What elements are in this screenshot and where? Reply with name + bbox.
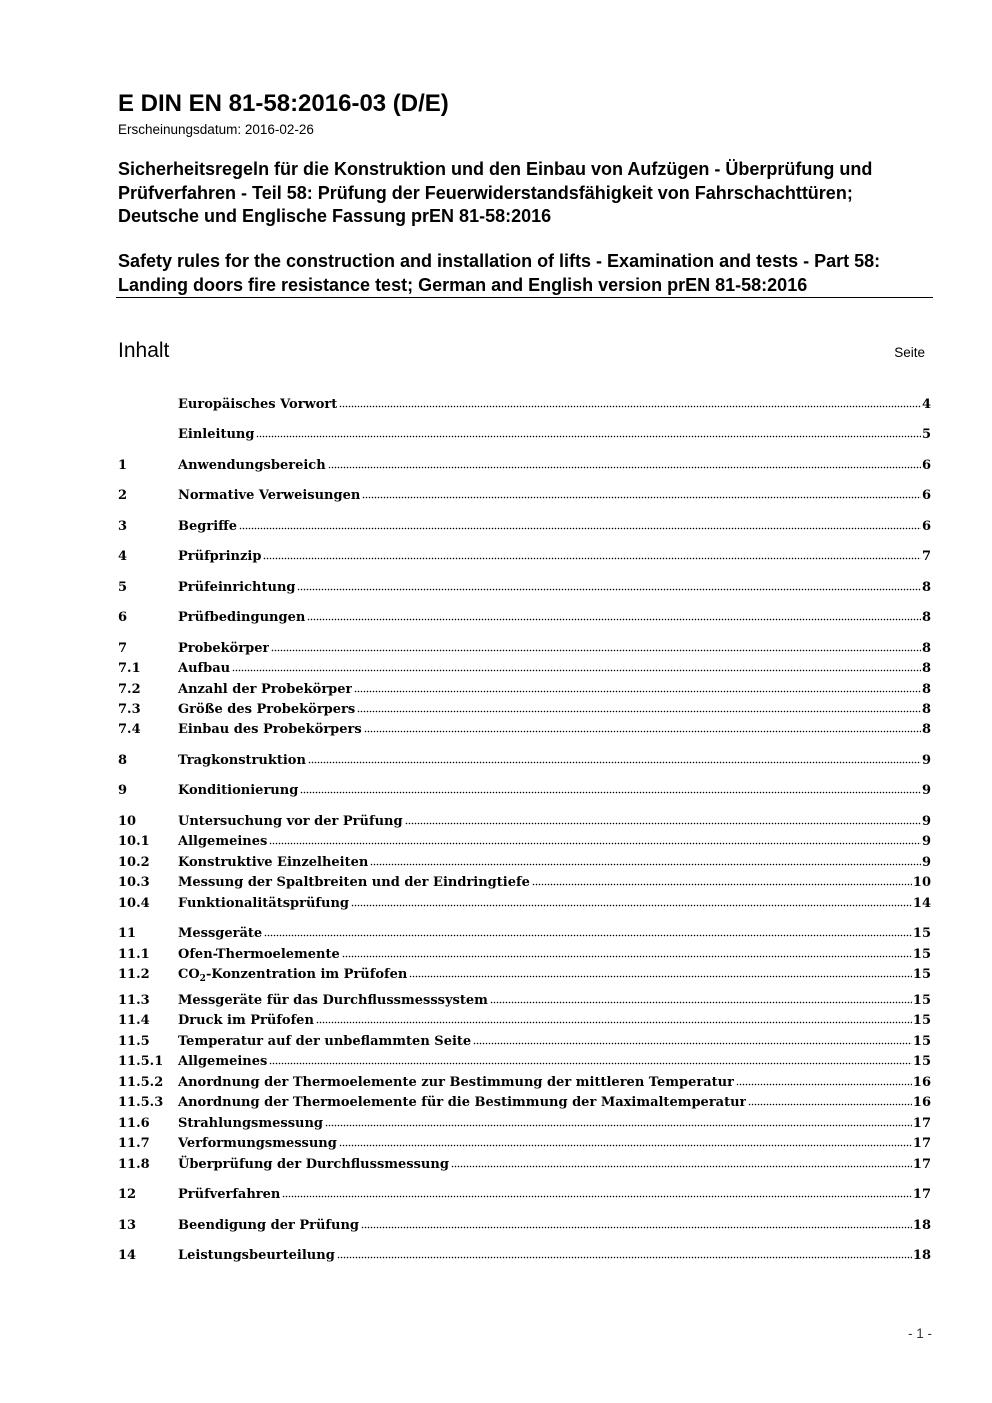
toc-entry-page: 15 bbox=[912, 1034, 931, 1049]
toc-leader-dots bbox=[357, 709, 921, 713]
toc-entry-number: 11.5.3 bbox=[118, 1095, 164, 1110]
toc-leader-dots bbox=[232, 668, 921, 672]
toc-entry-number: 7.1 bbox=[118, 661, 141, 676]
toc-entry-title: Allgemeines bbox=[178, 1054, 268, 1069]
toc-entry-title: Funktionalitätsprüfung bbox=[178, 896, 350, 911]
toc-entry-title: Allgemeines bbox=[178, 834, 268, 849]
toc-leader-dots bbox=[409, 974, 912, 978]
toc-entry-number: 11.5.1 bbox=[118, 1054, 164, 1069]
toc-entry[interactable] bbox=[118, 720, 931, 740]
toc-leader-dots bbox=[263, 556, 921, 560]
toc-leader-dots bbox=[370, 862, 921, 866]
toc-entry-title: Konditionierung bbox=[178, 783, 299, 798]
toc-entry-number: 12 bbox=[118, 1187, 137, 1202]
toc-leader-dots bbox=[473, 1041, 912, 1045]
toc-entry-number: 13 bbox=[118, 1218, 137, 1233]
toc-entry[interactable] bbox=[118, 812, 931, 832]
toc-entry-page: 6 bbox=[921, 488, 931, 503]
toc-entry-title: Anordnung der Thermoelemente für die Bestimmung der Maximaltemperatur bbox=[178, 1095, 747, 1110]
toc-entry-page: 16 bbox=[912, 1095, 931, 1110]
toc-leader-dots bbox=[239, 526, 921, 530]
toc-entry-number: 11.6 bbox=[118, 1116, 150, 1131]
toc-leader-dots bbox=[532, 882, 912, 886]
toc-entry-title: Temperatur auf der unbeflammten Seite bbox=[178, 1034, 472, 1049]
toc-entry-page: 8 bbox=[921, 661, 931, 676]
toc-entry[interactable] bbox=[118, 425, 931, 445]
toc-entry-number: 11.5 bbox=[118, 1034, 150, 1049]
toc-entry-page: 15 bbox=[912, 967, 931, 982]
toc-entry-number: 11 bbox=[118, 926, 137, 941]
toc-entry[interactable] bbox=[118, 945, 931, 965]
toc-entry-page: 9 bbox=[921, 814, 931, 829]
toc-leader-dots bbox=[300, 790, 921, 794]
toc-entry-page: 17 bbox=[912, 1187, 931, 1202]
toc-entry-number: 11.2 bbox=[118, 967, 150, 982]
toc-leader-dots bbox=[405, 821, 921, 825]
toc-leader-dots bbox=[451, 1164, 912, 1168]
toc-entry-number: 11.4 bbox=[118, 1013, 150, 1028]
toc-entry-page: 8 bbox=[921, 641, 931, 656]
toc-leader-dots bbox=[325, 1123, 912, 1127]
toc-entry-number: 11.5.2 bbox=[118, 1075, 164, 1090]
toc-entry[interactable] bbox=[118, 1093, 931, 1113]
toc-entry-page: 6 bbox=[921, 519, 931, 534]
page-number: - 1 - bbox=[907, 1326, 932, 1341]
toc-entry-number: 7.3 bbox=[118, 702, 141, 717]
toc-entry[interactable] bbox=[118, 894, 931, 914]
toc-entry[interactable] bbox=[118, 1185, 931, 1205]
toc-entry-page: 4 bbox=[921, 397, 931, 412]
toc-leader-dots bbox=[736, 1082, 912, 1086]
toc-entry-page: 14 bbox=[912, 896, 931, 911]
toc-entry-number: 7 bbox=[118, 641, 128, 656]
toc-entry-title: Druck im Prüfofen bbox=[178, 1013, 314, 1028]
toc-entry[interactable] bbox=[118, 456, 931, 476]
toc-leader-dots bbox=[362, 495, 921, 499]
toc-entry-number: 4 bbox=[118, 549, 128, 564]
toc-entry-title: Untersuchung vor der Prüfung bbox=[178, 814, 403, 829]
toc-entry[interactable] bbox=[118, 517, 931, 537]
toc-leader-dots bbox=[316, 1020, 912, 1024]
toc-entry[interactable] bbox=[118, 1155, 931, 1175]
toc-entry-title: Aufbau bbox=[178, 661, 231, 676]
toc-entry-page: 8 bbox=[921, 682, 931, 697]
toc-entry[interactable] bbox=[118, 1114, 931, 1134]
toc-entry-page: 9 bbox=[921, 753, 931, 768]
toc-entry-title: Prüfeinrichtung bbox=[178, 580, 296, 595]
toc-leader-dots bbox=[297, 587, 920, 591]
publication-date: Erscheinungsdatum: 2016-02-26 bbox=[118, 122, 314, 137]
toc-entry-page: 8 bbox=[921, 702, 931, 717]
toc-entry-title: Strahlungsmessung bbox=[178, 1116, 324, 1131]
co2-formula-rest: -Konzentration im Prüfofen bbox=[205, 967, 408, 982]
toc-entry[interactable] bbox=[118, 832, 931, 852]
toc-entry-number: 10.3 bbox=[118, 875, 150, 890]
toc-leader-dots bbox=[337, 1255, 912, 1259]
toc-leader-dots bbox=[364, 729, 921, 733]
toc-entry[interactable] bbox=[118, 1052, 931, 1072]
toc-entry-title: Anordnung der Thermoelemente zur Bestimmung der mittleren Temperatur bbox=[178, 1075, 734, 1090]
toc-entry[interactable] bbox=[118, 853, 931, 873]
toc-entry[interactable] bbox=[118, 680, 931, 700]
toc-entry[interactable] bbox=[118, 1073, 931, 1093]
toc-entry-number: 7.2 bbox=[118, 682, 141, 697]
toc-entry-title: Normative Verweisungen bbox=[178, 488, 361, 503]
toc-entry-title: Messung der Spaltbreiten und der Eindringtiefe bbox=[178, 875, 530, 890]
toc-entry-number: 14 bbox=[118, 1248, 137, 1263]
toc-entry-title: Konstruktive Einzelheiten bbox=[178, 855, 369, 870]
toc-entry-page: 9 bbox=[921, 855, 931, 870]
toc-entry-page: 18 bbox=[912, 1218, 931, 1233]
toc-leader-dots bbox=[282, 1194, 912, 1198]
toc-entry-number: 11.3 bbox=[118, 993, 150, 1008]
toc-entry-title: Anzahl der Probekörper bbox=[178, 682, 353, 697]
toc-entry-title: Europäisches Vorwort bbox=[178, 397, 338, 412]
toc-entry-title: Ofen-Thermoelemente bbox=[178, 947, 340, 962]
toc-entry[interactable] bbox=[118, 1011, 931, 1031]
toc-leader-dots bbox=[339, 404, 921, 408]
toc-entry-number: 11.7 bbox=[118, 1136, 150, 1151]
toc-entry-number: 5 bbox=[118, 580, 128, 595]
toc-entry-title: Beendigung der Prüfung bbox=[178, 1218, 360, 1233]
toc-entry[interactable] bbox=[118, 965, 931, 985]
toc-leader-dots bbox=[269, 1061, 912, 1065]
toc-entry-page: 10 bbox=[912, 875, 931, 890]
toc-leader-dots bbox=[354, 689, 921, 693]
toc-entry-title bbox=[178, 965, 407, 985]
toc-entry[interactable] bbox=[118, 700, 931, 720]
toc-entry-title: Prüfprinzip bbox=[178, 549, 262, 564]
toc-entry-title: Prüfverfahren bbox=[178, 1187, 281, 1202]
toc-leader-dots bbox=[271, 648, 921, 652]
toc-leader-dots bbox=[264, 933, 912, 937]
toc-leader-dots bbox=[361, 1225, 912, 1229]
toc-leader-dots bbox=[339, 1143, 912, 1147]
toc-entry-number: 10 bbox=[118, 814, 137, 829]
toc-entry[interactable] bbox=[118, 1134, 931, 1154]
toc-entry-title: Leistungsbeurteilung bbox=[178, 1248, 335, 1263]
toc-entry-title: Messgeräte für das Durchflussmesssystem bbox=[178, 993, 488, 1008]
toc-entry-title: Begriffe bbox=[178, 519, 238, 534]
toc-entry-page: 15 bbox=[912, 993, 931, 1008]
toc-leader-dots bbox=[308, 760, 921, 764]
co2-formula-subscript: 2 bbox=[199, 974, 206, 984]
toc-entry-title: Prüfbedingungen bbox=[178, 610, 306, 625]
toc-entry-number: 6 bbox=[118, 610, 128, 625]
toc-entry[interactable] bbox=[118, 639, 931, 659]
toc-entry[interactable] bbox=[118, 924, 931, 944]
toc-entry-number: 10.2 bbox=[118, 855, 150, 870]
toc-leader-dots bbox=[328, 465, 921, 469]
toc-leader-dots bbox=[748, 1102, 911, 1106]
toc-entry-title: Überprüfung der Durchflussmessung bbox=[178, 1157, 449, 1172]
toc-entry-number: 11.8 bbox=[118, 1157, 150, 1172]
toc-entry-page: 8 bbox=[921, 610, 931, 625]
toc-entry-page: 15 bbox=[912, 1054, 931, 1069]
toc-entry-number: 7.4 bbox=[118, 722, 141, 737]
toc-entry[interactable] bbox=[118, 395, 931, 415]
toc-entry-number: 10.4 bbox=[118, 896, 150, 911]
toc-entry-page: 16 bbox=[912, 1075, 931, 1090]
toc-entry[interactable] bbox=[118, 608, 931, 628]
toc-entry-page: 17 bbox=[912, 1157, 931, 1172]
toc-entry-page: 8 bbox=[921, 722, 931, 737]
toc-leader-dots bbox=[351, 903, 912, 907]
toc-page-column-label: Seite bbox=[894, 345, 925, 360]
toc-entry[interactable] bbox=[118, 547, 931, 567]
toc-entry-page: 17 bbox=[912, 1136, 931, 1151]
toc-entry-title: Anwendungsbereich bbox=[178, 458, 326, 473]
toc-entry-page: 18 bbox=[912, 1248, 931, 1263]
toc-entry-number: 11.1 bbox=[118, 947, 150, 962]
toc-leader-dots bbox=[256, 434, 921, 438]
toc-entry-page: 15 bbox=[912, 1013, 931, 1028]
document-id: E DIN EN 81-58:2016-03 (D/E) bbox=[118, 90, 449, 117]
toc-entry-number: 2 bbox=[118, 488, 128, 503]
toc-entry-page: 9 bbox=[921, 834, 931, 849]
toc-entry[interactable] bbox=[118, 781, 931, 801]
toc-entry[interactable] bbox=[118, 1032, 931, 1052]
toc-entry-title: Einleitung bbox=[178, 427, 255, 442]
toc-entry[interactable] bbox=[118, 1246, 931, 1266]
co2-formula-main: CO bbox=[178, 967, 200, 982]
toc-entry[interactable] bbox=[118, 873, 931, 893]
toc-entry-page: 15 bbox=[912, 947, 931, 962]
toc-entry[interactable] bbox=[118, 991, 931, 1011]
toc-entry-title: Messgeräte bbox=[178, 926, 263, 941]
toc-leader-dots bbox=[269, 841, 921, 845]
toc-entry-number: 3 bbox=[118, 519, 128, 534]
toc-entry-number: 1 bbox=[118, 458, 128, 473]
toc-entry-title: Größe des Probekörpers bbox=[178, 702, 356, 717]
toc-leader-dots bbox=[342, 954, 912, 958]
toc-entry[interactable] bbox=[118, 659, 931, 679]
title-german: Sicherheitsregeln für die Konstruktion und den Einbau von Aufzügen - Überprüfung und Prüfverfahren - Teil 58: Prüfung der Feuerwiderstandsfähigkeit von Fahrschachttüren; Deutsche und Englische Fassung prEN 81-58:2016 bbox=[118, 159, 873, 226]
toc-entry-page: 17 bbox=[912, 1116, 931, 1131]
toc-entry-number: 8 bbox=[118, 753, 128, 768]
toc-entry-title: Probekörper bbox=[178, 641, 270, 656]
toc-heading: Inhalt bbox=[118, 339, 170, 362]
toc-entry-number: 10.1 bbox=[118, 834, 150, 849]
toc-entry-title: Verformungsmessung bbox=[178, 1136, 337, 1151]
toc-entry-page: 8 bbox=[921, 580, 931, 595]
toc-entry[interactable] bbox=[118, 1216, 931, 1236]
toc-entry-page: 9 bbox=[921, 783, 931, 798]
toc-leader-dots bbox=[490, 1000, 912, 1004]
toc-entry[interactable] bbox=[118, 751, 931, 771]
toc-entry-page: 6 bbox=[921, 458, 931, 473]
toc-entry-page: 15 bbox=[912, 926, 931, 941]
toc-entry[interactable] bbox=[118, 578, 931, 598]
toc-entry-title: Tragkonstruktion bbox=[178, 753, 306, 768]
toc-entry[interactable] bbox=[118, 486, 931, 506]
title-english: Safety rules for the construction and installation of lifts - Examination and tests - Part 58: Landing doors fire resistance test; German and English version prEN 81-58:2016 bbox=[118, 251, 881, 295]
toc-leader-dots bbox=[307, 617, 921, 621]
toc-entry-title: Einbau des Probekörpers bbox=[178, 722, 362, 737]
toc-entry-number: 9 bbox=[118, 783, 128, 798]
toc-entry-page: 7 bbox=[921, 549, 931, 564]
title-underline bbox=[116, 297, 933, 298]
toc-entry-page: 5 bbox=[921, 427, 931, 442]
